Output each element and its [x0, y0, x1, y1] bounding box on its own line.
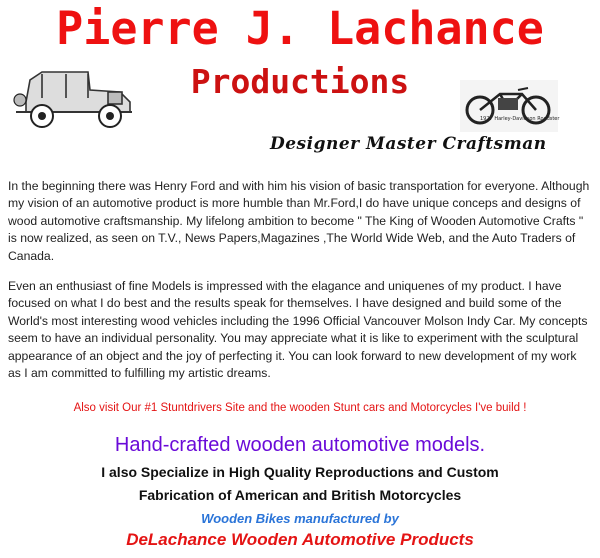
- specialize-line-2: Fabrication of American and British Motorcycles: [138, 487, 462, 503]
- headline-hand-crafted: Hand-crafted wooden automotive models.: [114, 434, 486, 456]
- tagline: Designer Master Craftsman: [270, 134, 547, 154]
- specialize-line-1: I also Specialize in High Quality Reproductions and Custom: [101, 464, 499, 480]
- page-subtitle: Productions: [190, 62, 410, 101]
- vintage-motorcycle-image: [460, 80, 558, 132]
- company-name: DeLachance Wooden Automotive Products: [126, 530, 474, 549]
- stuntdrivers-site-link[interactable]: Also visit Our #1 Stuntdrivers Site and the wooden Stunt cars and Motorcycles I've build !: [73, 402, 527, 414]
- intro-paragraph: In the beginning there was Henry Ford and with him his vision of basic transportation for everyone. Although my vision of an automotive product is more humble than Mr.Ford,I do have unique conceps and designs of wood automotive craftsmanship. My lifelong ambition to become " The King of Wooden Automotive Crafts " is now realized, as seen on T.V., News Papers,Magazines ,The World Wide Web, and the Auto Traders of Canada.: [8, 179, 590, 263]
- wooden-bikes-line: Wooden Bikes manufactured by: [201, 511, 399, 526]
- product-paragraph: Even an enthusiast of fine Models is impressed with the elagance and uniquenes of my product. I have focused on what I do best and the results speak for themselves. I have designed and build some of the World's most interesting wood vehicles including the 1996 Official Vancouver Molson Indy Car. My concepts seem to have an individual personality. You may appreciate what it is like to experiment with the sculptural appearance of an object and the joy of perfecting it. You can look forward to new development of my work as I am committed to fulfilling my artistic dreams.: [8, 279, 588, 381]
- motorcycle-caption: 1927 Harley-Davidson Roadster: [480, 116, 560, 122]
- vintage-car-image: [12, 62, 136, 132]
- page-title: Pierre J. Lachance: [56, 2, 544, 55]
